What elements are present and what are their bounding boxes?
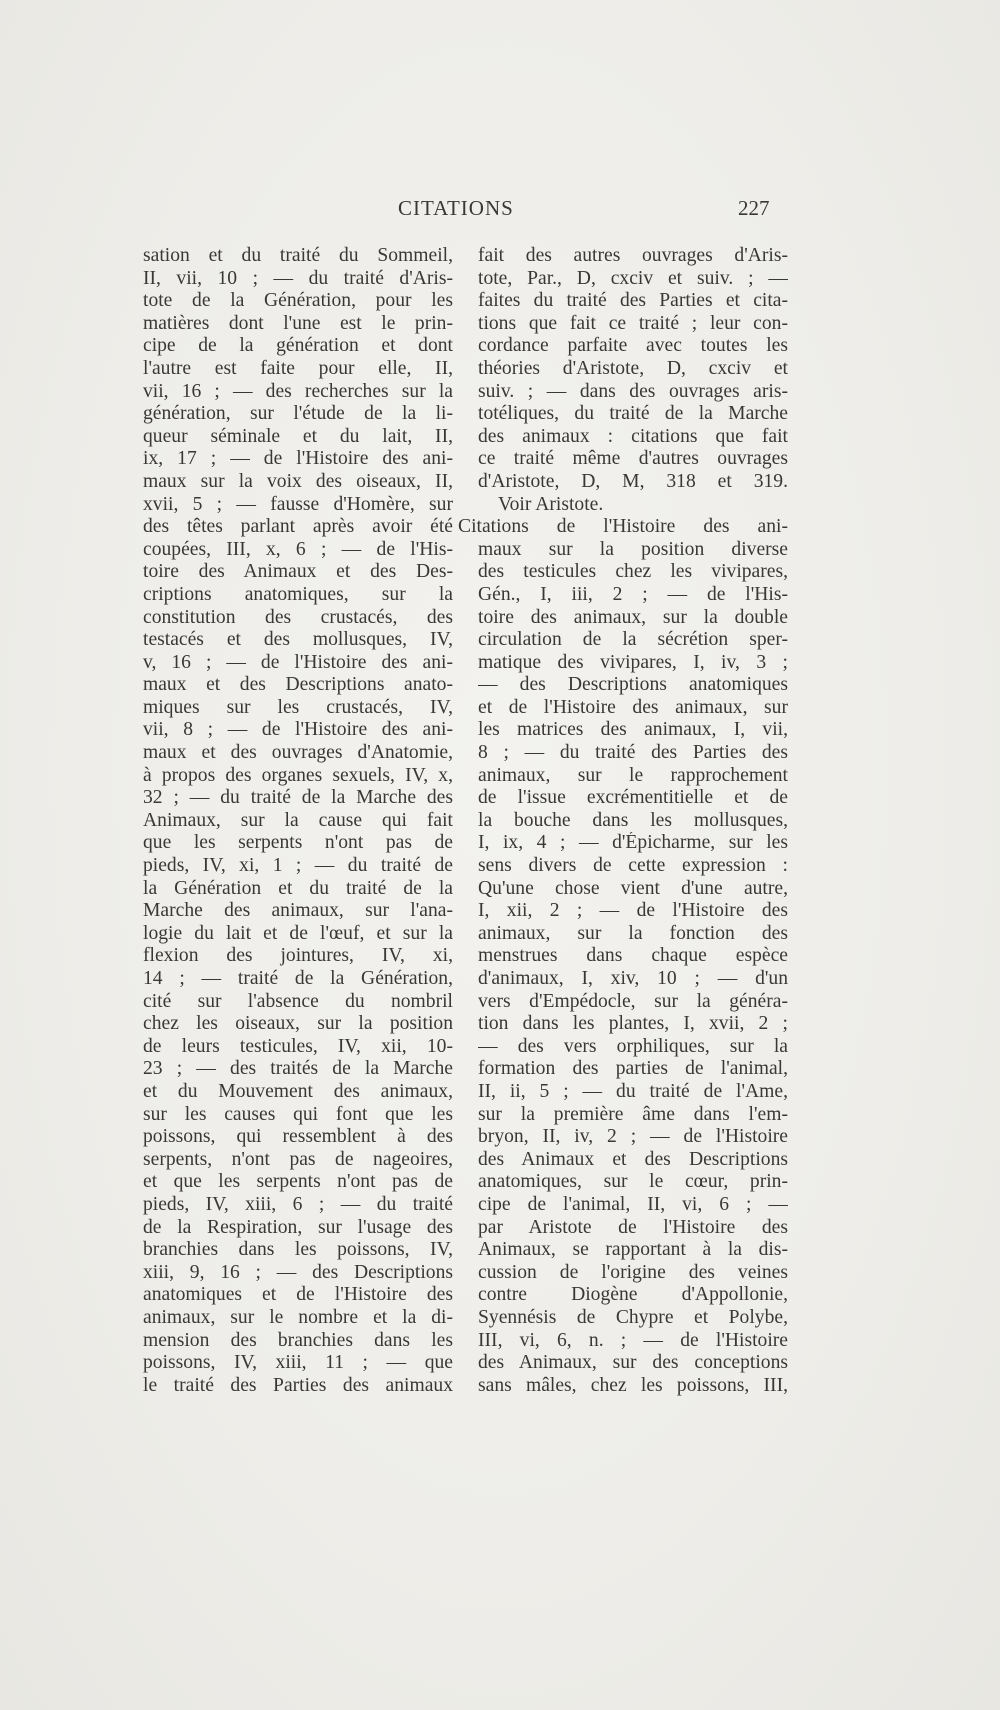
text-line: serpents, n'ont pas de nageoires,	[143, 1148, 453, 1170]
text-line: sens divers de cette expression :	[478, 855, 788, 877]
text-line: des testicules chez les vivipares,	[478, 561, 788, 583]
text-line: tote, Par., D, cxciv et suiv. ; —	[478, 267, 788, 289]
text-line: maux sur la voix des oiseaux, II,	[143, 470, 453, 492]
text-line: théories d'Aristote, D, cxciv et	[478, 357, 788, 379]
text-line: 23 ; — des traités de la Marche	[143, 1058, 453, 1080]
text-line: par Aristote de l'Histoire des	[478, 1216, 788, 1238]
text-line: pieds, IV, xi, 1 ; — du traité de	[143, 855, 453, 877]
text-line: cordance parfaite avec toutes les	[478, 335, 788, 357]
text-line: vers d'Empédocle, sur la généra-	[478, 990, 788, 1012]
text-line: criptions anatomiques, sur la	[143, 583, 453, 605]
text-line: et de l'Histoire des animaux, sur	[478, 696, 788, 718]
text-line: — des vers orphiliques, sur la	[478, 1035, 788, 1057]
text-line: Qu'une chose vient d'une autre,	[478, 877, 788, 899]
text-line: tote de la Génération, pour les	[143, 290, 453, 312]
text-line: suiv. ; — dans des ouvrages aris-	[478, 380, 788, 402]
running-title: CITATIONS	[398, 196, 514, 220]
text-line: ix, 17 ; — de l'Histoire des ani-	[143, 448, 453, 470]
text-line: génération, sur l'étude de la li-	[143, 403, 453, 425]
text-line: animaux, sur la fonction des	[478, 922, 788, 944]
text-line: fait des autres ouvrages d'Aris-	[478, 245, 788, 266]
text-line: cussion de l'origine des veines	[478, 1261, 788, 1283]
text-line: des têtes parlant après avoir été	[143, 516, 453, 538]
text-line: matique des vivipares, I, iv, 3 ;	[478, 651, 788, 673]
text-line: à propos des organes sexuels, IV, x,	[143, 764, 453, 786]
text-line: matières dont l'une est le prin-	[143, 312, 453, 334]
text-line: faites du traité des Parties et cita-	[478, 290, 788, 312]
text-line: I, xii, 2 ; — de l'Histoire des	[478, 900, 788, 922]
text-line: l'autre est faite pour elle, II,	[143, 357, 453, 379]
text-line: 8 ; — du traité des Parties des	[478, 742, 788, 764]
text-line: que les serpents n'ont pas de	[143, 832, 453, 854]
text-line: et du Mouvement des animaux,	[143, 1080, 453, 1102]
text-line: flexion des jointures, IV, xi,	[143, 945, 453, 967]
text-line: menstrues dans chaque espèce	[478, 945, 788, 967]
text-line: testacés et des mollusques, IV,	[143, 629, 453, 651]
text-line: Citations de l'Histoire des ani-	[458, 516, 788, 538]
text-line: d'animaux, I, xiv, 10 ; — d'un	[478, 968, 788, 989]
text-line: vii, 16 ; — des recherches sur la	[143, 380, 453, 402]
text-line: miques sur les crustacés, IV,	[143, 696, 453, 718]
text-line: toire des Animaux et des Des-	[143, 561, 453, 583]
text-line: Marche des animaux, sur l'ana-	[143, 900, 453, 922]
text-line: sans mâles, chez les poissons, III,	[478, 1374, 788, 1396]
text-line: des animaux : citations que fait	[478, 425, 788, 447]
text-line: animaux, sur le rapprochement	[478, 764, 788, 786]
text-line: xvii, 5 ; — fausse d'Homère, sur	[143, 493, 453, 515]
running-header	[0, 196, 1000, 226]
text-line: Gén., I, iii, 2 ; — de l'His-	[478, 583, 788, 605]
text-line: III, vi, 6, n. ; — de l'Histoire	[478, 1329, 788, 1351]
text-line: xiii, 9, 16 ; — des Descriptions	[143, 1261, 453, 1283]
text-line: d'Aristote, D, M, 318 et 319.	[478, 470, 788, 492]
text-line: sation et du traité du Sommeil,	[143, 245, 453, 266]
text-line: maux et des Descriptions anato-	[143, 674, 453, 696]
text-line: des Animaux, sur des conceptions	[478, 1352, 788, 1374]
text-line: branchies dans les poissons, IV,	[143, 1239, 453, 1261]
text-line: poissons, qui ressemblent à des	[143, 1126, 453, 1148]
text-line: anatomiques, sur le cœur, prin-	[478, 1171, 788, 1193]
text-line: Animaux, se rapportant à la dis-	[478, 1239, 788, 1261]
text-line: II, vii, 10 ; — du traité d'Aris-	[143, 267, 453, 289]
right-text-column	[458, 245, 788, 1397]
text-line: pieds, IV, xiii, 6 ; — du traité	[143, 1193, 453, 1215]
text-line: sur les causes qui font que les	[143, 1103, 453, 1125]
text-line: de l'issue excrémentitielle et de	[478, 787, 788, 809]
text-line: formation des parties de l'animal,	[478, 1058, 788, 1080]
text-line: cipe de l'animal, II, vi, 6 ; —	[478, 1193, 788, 1215]
text-line: v, 16 ; — de l'Histoire des ani-	[143, 651, 453, 673]
text-line: 32 ; — du traité de la Marche des	[143, 787, 453, 809]
text-line: poissons, IV, xiii, 11 ; — que	[143, 1352, 453, 1374]
text-line: des Animaux et des Descriptions	[478, 1148, 788, 1170]
left-text-column	[143, 245, 453, 1397]
text-line: Animaux, sur la cause qui fait	[143, 809, 453, 831]
text-line: ce traité même d'autres ouvrages	[478, 448, 788, 470]
text-line: 14 ; — traité de la Génération,	[143, 968, 453, 989]
text-line: Syennésis de Chypre et Polybe,	[478, 1306, 788, 1328]
text-line: circulation de la sécrétion sper-	[478, 629, 788, 651]
text-line: contre Diogène d'Appollonie,	[478, 1284, 788, 1306]
text-line: vii, 8 ; — de l'Histoire des ani-	[143, 719, 453, 741]
text-line: logie du lait et de l'œuf, et sur la	[143, 922, 453, 944]
text-line: anatomiques et de l'Histoire des	[143, 1284, 453, 1306]
text-line: sur la première âme dans l'em-	[478, 1103, 788, 1125]
text-line: toire des animaux, sur la double	[478, 606, 788, 628]
text-line: totéliques, du traité de la Marche	[478, 403, 788, 425]
text-line: de leurs testicules, IV, xii, 10-	[143, 1035, 453, 1057]
text-line: bryon, II, iv, 2 ; — de l'Histoire	[478, 1126, 788, 1148]
text-line: et que les serpents n'ont pas de	[143, 1171, 453, 1193]
text-line: mension des branchies dans les	[143, 1329, 453, 1351]
text-line: II, ii, 5 ; — du traité de l'Ame,	[478, 1080, 788, 1102]
text-line: de la Respiration, sur l'usage des	[143, 1216, 453, 1238]
text-line: — des Descriptions anatomiques	[478, 674, 788, 696]
text-line: maux et des ouvrages d'Anatomie,	[143, 742, 453, 764]
text-line: tion dans les plantes, I, xvii, 2 ;	[478, 1013, 788, 1035]
text-line: coupées, III, x, 6 ; — de l'His-	[143, 538, 453, 560]
text-line: cipe de la génération et dont	[143, 335, 453, 357]
text-line: les matrices des animaux, I, vii,	[478, 719, 788, 741]
page-number: 227	[738, 196, 770, 220]
text-line: constitution des crustacés, des	[143, 606, 453, 628]
text-line: I, ix, 4 ; — d'Épicharme, sur les	[478, 832, 788, 854]
text-line: tions que fait ce traité ; leur con-	[478, 312, 788, 334]
text-line: maux sur la position diverse	[478, 538, 788, 560]
text-line: cité sur l'absence du nombril	[143, 990, 453, 1012]
text-line: le traité des Parties des animaux	[143, 1374, 453, 1396]
text-line: chez les oiseaux, sur la position	[143, 1013, 453, 1035]
text-line: animaux, sur le nombre et la di-	[143, 1306, 453, 1328]
text-line: Voir Aristote.	[498, 493, 604, 515]
text-line: queur séminale et du lait, II,	[143, 425, 453, 447]
text-line: la Génération et du traité de la	[143, 877, 453, 899]
text-line: la bouche dans les mollusques,	[478, 809, 788, 831]
